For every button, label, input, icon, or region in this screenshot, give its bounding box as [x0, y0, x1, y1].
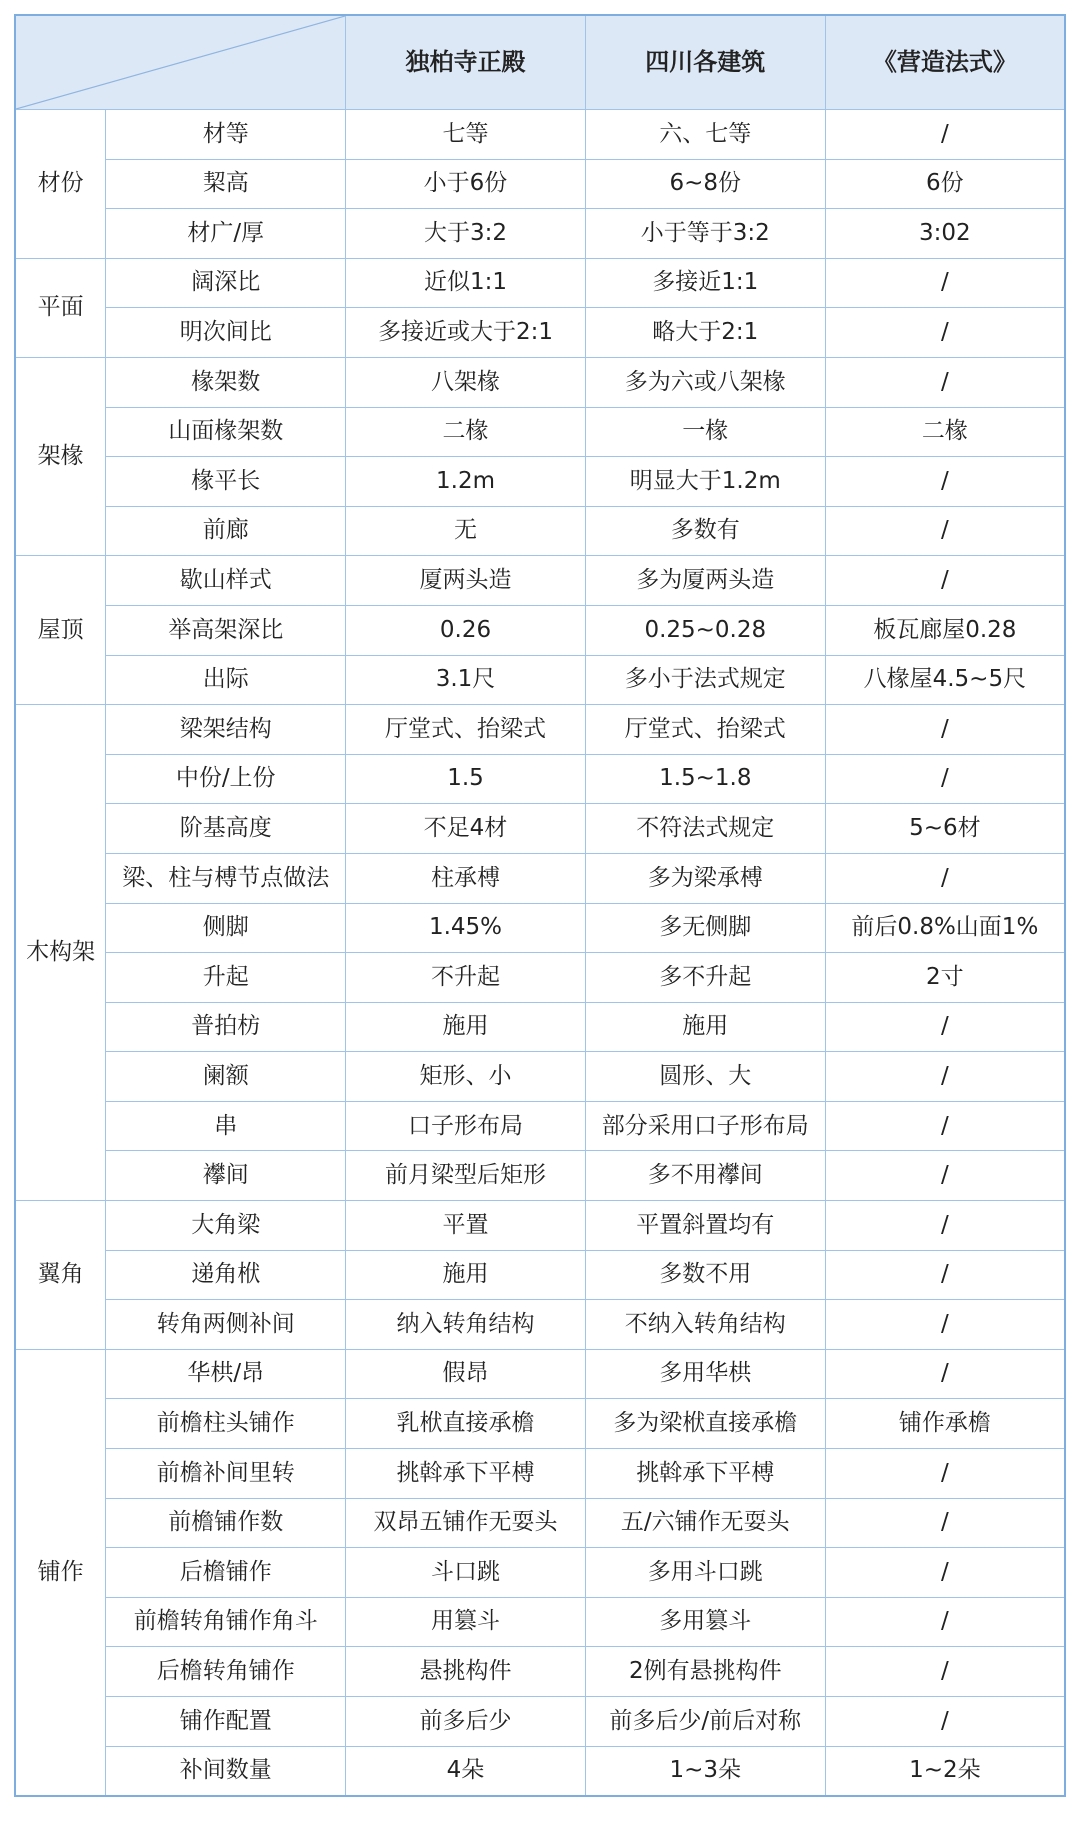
dubosi-value-cell: 纳入转角结构 [346, 1300, 586, 1350]
column-header-dubosi: 独柏寺正殿 [346, 15, 586, 110]
table-row [15, 705, 1065, 755]
table-row [15, 159, 1065, 209]
item-cell: 转角两侧补间 [106, 1300, 346, 1350]
item-cell: 前檐铺作数 [106, 1498, 346, 1548]
sichuan-value-cell: 1~3朵 [585, 1746, 825, 1796]
dubosi-value-cell: 口子形布局 [346, 1101, 586, 1151]
dubosi-value-cell: 1.5 [346, 754, 586, 804]
dubosi-value-cell: 前月梁型后矩形 [346, 1151, 586, 1201]
sichuan-value-cell: 多用华栱 [585, 1349, 825, 1399]
dubosi-value-cell: 柱承榑 [346, 853, 586, 903]
fashi-value-cell: / [825, 1697, 1065, 1747]
item-cell: 前廊 [106, 506, 346, 556]
sichuan-value-cell: 圆形、大 [585, 1052, 825, 1102]
item-cell: 补间数量 [106, 1746, 346, 1796]
sichuan-value-cell: 0.25~0.28 [585, 605, 825, 655]
sichuan-value-cell: 一椽 [585, 407, 825, 457]
column-header-sichuan: 四川各建筑 [585, 15, 825, 110]
dubosi-value-cell: 近似1:1 [346, 258, 586, 308]
dubosi-value-cell: 无 [346, 506, 586, 556]
table-row [15, 1151, 1065, 1201]
table-row [15, 1052, 1065, 1102]
item-cell: 华栱/昂 [106, 1349, 346, 1399]
sichuan-value-cell: 平置斜置均有 [585, 1201, 825, 1251]
table-row [15, 1201, 1065, 1251]
item-cell: 材等 [106, 110, 346, 160]
fashi-value-cell: / [825, 1101, 1065, 1151]
item-cell: 阔深比 [106, 258, 346, 308]
item-cell: 中份/上份 [106, 754, 346, 804]
dubosi-value-cell: 乳栿直接承檐 [346, 1399, 586, 1449]
table-row [15, 308, 1065, 358]
dubosi-value-cell: 0.26 [346, 605, 586, 655]
fashi-value-cell: / [825, 1002, 1065, 1052]
dubosi-value-cell: 厦两头造 [346, 556, 586, 606]
table-row [15, 903, 1065, 953]
category-cell: 木构架 [15, 705, 106, 1201]
item-cell: 递角栿 [106, 1250, 346, 1300]
item-cell: 升起 [106, 953, 346, 1003]
dubosi-value-cell: 八架椽 [346, 357, 586, 407]
sichuan-value-cell: 多接近1:1 [585, 258, 825, 308]
category-cell: 翼角 [15, 1201, 106, 1350]
sichuan-value-cell: 多数不用 [585, 1250, 825, 1300]
item-cell: 阶基高度 [106, 804, 346, 854]
item-cell: 明次间比 [106, 308, 346, 358]
item-cell: 椽架数 [106, 357, 346, 407]
fashi-value-cell: / [825, 1349, 1065, 1399]
table-row [15, 258, 1065, 308]
fashi-value-cell: / [825, 308, 1065, 358]
item-cell: 出际 [106, 655, 346, 705]
dubosi-value-cell: 挑斡承下平榑 [346, 1449, 586, 1499]
fashi-value-cell: / [825, 457, 1065, 507]
dubosi-value-cell: 二椽 [346, 407, 586, 457]
header-row [15, 15, 1065, 110]
dubosi-value-cell: 1.2m [346, 457, 586, 507]
category-cell: 铺作 [15, 1349, 106, 1796]
table-row [15, 953, 1065, 1003]
table-row [15, 605, 1065, 655]
sichuan-value-cell: 多数有 [585, 506, 825, 556]
table-row [15, 1101, 1065, 1151]
fashi-value-cell: / [825, 853, 1065, 903]
fashi-value-cell: 二椽 [825, 407, 1065, 457]
fashi-value-cell: / [825, 1647, 1065, 1697]
sichuan-value-cell: 多为厦两头造 [585, 556, 825, 606]
column-header-yingzao-fashi: 《营造法式》 [825, 15, 1065, 110]
sichuan-value-cell: 多不用襻间 [585, 1151, 825, 1201]
fashi-value-cell: / [825, 1052, 1065, 1102]
table-row [15, 1300, 1065, 1350]
sichuan-value-cell: 多不升起 [585, 953, 825, 1003]
fashi-value-cell: / [825, 1151, 1065, 1201]
fashi-value-cell: 2寸 [825, 953, 1065, 1003]
sichuan-value-cell: 六、七等 [585, 110, 825, 160]
sichuan-value-cell: 小于等于3:2 [585, 209, 825, 259]
item-cell: 大角梁 [106, 1201, 346, 1251]
fashi-value-cell: / [825, 506, 1065, 556]
fashi-value-cell: / [825, 705, 1065, 755]
dubosi-value-cell: 施用 [346, 1002, 586, 1052]
category-cell: 屋顶 [15, 556, 106, 705]
sichuan-value-cell: 多用斗口跳 [585, 1548, 825, 1598]
sichuan-value-cell: 厅堂式、抬梁式 [585, 705, 825, 755]
table-row [15, 1746, 1065, 1796]
table-row [15, 110, 1065, 160]
fashi-value-cell: / [825, 754, 1065, 804]
item-cell: 歇山样式 [106, 556, 346, 606]
dubosi-value-cell: 厅堂式、抬梁式 [346, 705, 586, 755]
comparison-table [14, 14, 1066, 1797]
sichuan-value-cell: 6~8份 [585, 159, 825, 209]
table-row [15, 754, 1065, 804]
fashi-value-cell: 铺作承檐 [825, 1399, 1065, 1449]
table-row [15, 655, 1065, 705]
fashi-value-cell: / [825, 556, 1065, 606]
table-row [15, 209, 1065, 259]
fashi-value-cell: / [825, 110, 1065, 160]
table-row [15, 1250, 1065, 1300]
sichuan-value-cell: 2例有悬挑构件 [585, 1647, 825, 1697]
dubosi-value-cell: 悬挑构件 [346, 1647, 586, 1697]
fashi-value-cell: 板瓦廊屋0.28 [825, 605, 1065, 655]
table-row [15, 1597, 1065, 1647]
table-body [15, 110, 1065, 1797]
item-cell: 阑额 [106, 1052, 346, 1102]
dubosi-value-cell: 多接近或大于2:1 [346, 308, 586, 358]
dubosi-value-cell: 假昂 [346, 1349, 586, 1399]
table-row [15, 1002, 1065, 1052]
fashi-value-cell: 八椽屋4.5~5尺 [825, 655, 1065, 705]
dubosi-value-cell: 大于3:2 [346, 209, 586, 259]
dubosi-value-cell: 平置 [346, 1201, 586, 1251]
sichuan-value-cell: 前多后少/前后对称 [585, 1697, 825, 1747]
sichuan-value-cell: 五/六铺作无耍头 [585, 1498, 825, 1548]
dubosi-value-cell: 4朵 [346, 1746, 586, 1796]
sichuan-value-cell: 施用 [585, 1002, 825, 1052]
fashi-value-cell: / [825, 1498, 1065, 1548]
table-row [15, 357, 1065, 407]
sichuan-value-cell: 挑斡承下平榑 [585, 1449, 825, 1499]
item-cell: 山面椽架数 [106, 407, 346, 457]
table-row [15, 1349, 1065, 1399]
table-row [15, 853, 1065, 903]
item-cell: 栔高 [106, 159, 346, 209]
sichuan-value-cell: 多用篡斗 [585, 1597, 825, 1647]
table-row [15, 1647, 1065, 1697]
sichuan-value-cell: 略大于2:1 [585, 308, 825, 358]
table-row [15, 1399, 1065, 1449]
item-cell: 梁、柱与榑节点做法 [106, 853, 346, 903]
dubosi-value-cell: 双昂五铺作无耍头 [346, 1498, 586, 1548]
fashi-value-cell: 5~6材 [825, 804, 1065, 854]
sichuan-value-cell: 明显大于1.2m [585, 457, 825, 507]
table-row [15, 1697, 1065, 1747]
item-cell: 材广/厚 [106, 209, 346, 259]
fashi-value-cell: / [825, 1597, 1065, 1647]
dubosi-value-cell: 3.1尺 [346, 655, 586, 705]
sichuan-value-cell: 多为梁栿直接承檐 [585, 1399, 825, 1449]
item-cell: 举高架深比 [106, 605, 346, 655]
sichuan-value-cell: 不符法式规定 [585, 804, 825, 854]
dubosi-value-cell: 小于6份 [346, 159, 586, 209]
category-cell: 材份 [15, 110, 106, 259]
fashi-value-cell: / [825, 258, 1065, 308]
item-cell: 襻间 [106, 1151, 346, 1201]
fashi-value-cell: / [825, 1250, 1065, 1300]
sichuan-value-cell: 1.5~1.8 [585, 754, 825, 804]
dubosi-value-cell: 斗口跳 [346, 1548, 586, 1598]
item-cell: 前檐补间里转 [106, 1449, 346, 1499]
table-row [15, 1548, 1065, 1598]
diagonal-divider [16, 16, 345, 109]
dubosi-value-cell: 用篡斗 [346, 1597, 586, 1647]
item-cell: 后檐铺作 [106, 1548, 346, 1598]
fashi-value-cell: / [825, 1300, 1065, 1350]
item-cell: 梁架结构 [106, 705, 346, 755]
sichuan-value-cell: 不纳入转角结构 [585, 1300, 825, 1350]
fashi-value-cell: / [825, 1449, 1065, 1499]
dubosi-value-cell: 前多后少 [346, 1697, 586, 1747]
dubosi-value-cell: 矩形、小 [346, 1052, 586, 1102]
fashi-value-cell: / [825, 1201, 1065, 1251]
table-row [15, 556, 1065, 606]
dubosi-value-cell: 不升起 [346, 953, 586, 1003]
category-cell: 平面 [15, 258, 106, 357]
dubosi-value-cell: 1.45% [346, 903, 586, 953]
sichuan-value-cell: 部分采用口子形布局 [585, 1101, 825, 1151]
corner-header-cell [15, 15, 346, 110]
sichuan-value-cell: 多小于法式规定 [585, 655, 825, 705]
table-row [15, 1498, 1065, 1548]
fashi-value-cell: 1~2朵 [825, 1746, 1065, 1796]
fashi-value-cell: 前后0.8%山面1% [825, 903, 1065, 953]
item-cell: 铺作配置 [106, 1697, 346, 1747]
dubosi-value-cell: 七等 [346, 110, 586, 160]
dubosi-value-cell: 不足4材 [346, 804, 586, 854]
table-row [15, 804, 1065, 854]
item-cell: 前檐柱头铺作 [106, 1399, 346, 1449]
item-cell: 串 [106, 1101, 346, 1151]
item-cell: 后檐转角铺作 [106, 1647, 346, 1697]
item-cell: 椽平长 [106, 457, 346, 507]
item-cell: 前檐转角铺作角斗 [106, 1597, 346, 1647]
table-row [15, 407, 1065, 457]
category-cell: 架椽 [15, 357, 106, 555]
fashi-value-cell: 6份 [825, 159, 1065, 209]
table-row [15, 506, 1065, 556]
fashi-value-cell: 3:02 [825, 209, 1065, 259]
fashi-value-cell: / [825, 357, 1065, 407]
fashi-value-cell: / [825, 1548, 1065, 1598]
table-row [15, 1449, 1065, 1499]
dubosi-value-cell: 施用 [346, 1250, 586, 1300]
sichuan-value-cell: 多为六或八架椽 [585, 357, 825, 407]
item-cell: 普拍枋 [106, 1002, 346, 1052]
sichuan-value-cell: 多为梁承榑 [585, 853, 825, 903]
item-cell: 侧脚 [106, 903, 346, 953]
table-row [15, 457, 1065, 507]
sichuan-value-cell: 多无侧脚 [585, 903, 825, 953]
